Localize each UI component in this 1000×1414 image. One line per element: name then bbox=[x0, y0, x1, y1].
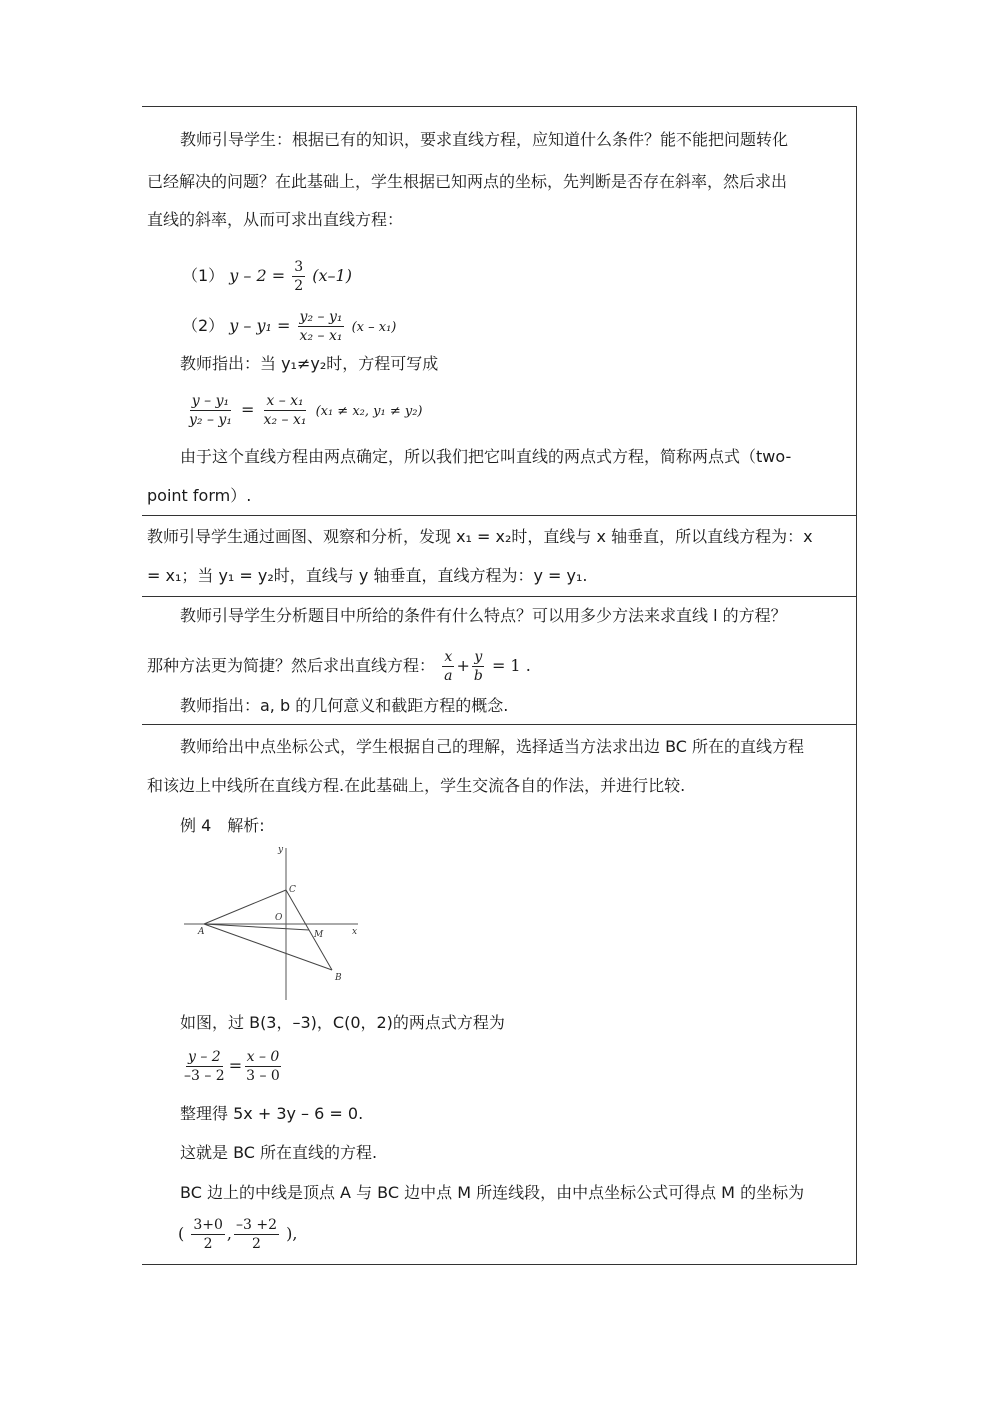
row-divider-3 bbox=[142, 724, 857, 725]
eq2-fraction bbox=[298, 308, 345, 345]
eq2-lhs: y – y₁ = bbox=[229, 316, 291, 335]
mid-close-paren: ), bbox=[286, 1224, 298, 1243]
row3-line2-text: 那种方法更为简捷？然后求出直线方程： bbox=[147, 656, 436, 675]
intercept-x-numerator: x bbox=[444, 649, 453, 665]
bc-right-fraction bbox=[244, 1048, 282, 1085]
eq1-fraction bbox=[292, 258, 305, 295]
row2-line2: = x₁；当 y₁ = y₂时，直线与 y 轴垂直，直线方程为：y = y₁. bbox=[147, 566, 588, 585]
eq3-right-denominator: x₂ – x₁ bbox=[263, 412, 307, 428]
eq1-lhs: y – 2 = bbox=[229, 266, 286, 285]
row4-line1: 教师给出中点坐标公式，学生根据自己的理解，选择适当方法求出边 BC 所在的直线方程 bbox=[180, 737, 805, 756]
bc-two-point-equation: $\frac{y - 2}{-3 - 2}$ = $\frac{x - 0}{3 - 0}$ bbox=[184, 1049, 280, 1084]
median-AM bbox=[204, 924, 309, 930]
row4-line3: 如图，过 B(3，–3)，C(0，2)的两点式方程为 bbox=[180, 1013, 505, 1032]
eq2-label: （2） bbox=[182, 316, 225, 335]
row-divider-2 bbox=[142, 596, 857, 597]
triangle-figure bbox=[180, 842, 370, 1002]
label-x: x bbox=[352, 927, 358, 937]
intercept-y-numerator: y bbox=[474, 649, 483, 665]
eq3-right-fraction bbox=[262, 392, 309, 429]
row3-line3: 教师指出：a, b 的几何意义和截距方程的概念. bbox=[180, 696, 509, 715]
eq3-left-denominator: y₂ – y₁ bbox=[189, 412, 232, 428]
eq3-left-fraction bbox=[187, 392, 234, 429]
equation-3: $\frac{\text{y – y₁}}{\text{y₂ – y₁}}$ = $\frac{\text{x – x₁}}{\text{x₂ – x₁}}$ (x₁ ≠ x₂, y₁ ≠ y₂) bbox=[189, 393, 423, 428]
midpoint-M-coordinates: ( $\frac{3+0}{2}$ , $\frac{-3 +2}{2}$ ), bbox=[178, 1217, 298, 1252]
eq3-right-numerator: x – x₁ bbox=[266, 393, 304, 409]
mid-y-denominator: 2 bbox=[252, 1236, 261, 1252]
row-divider-1 bbox=[142, 515, 857, 516]
row4-line2: 和该边上中线所在直线方程.在此基础上，学生交流各自的作法，并进行比较. bbox=[147, 776, 686, 795]
table-bottom-border bbox=[142, 1264, 857, 1265]
mid-x-denominator: 2 bbox=[203, 1236, 213, 1252]
segment-AC bbox=[204, 890, 286, 924]
mid-y-fraction bbox=[234, 1216, 279, 1253]
intercept-y-fraction bbox=[472, 648, 485, 685]
row4-line6: BC 边上的中线是顶点 A 与 BC 边中点 M 所连线段，由中点坐标公式可得点 M 的坐标为 bbox=[180, 1183, 805, 1202]
label-A: A bbox=[198, 927, 205, 937]
teacher-note-y1-y2: 教师指出：当 y₁≠y₂时，方程可写成 bbox=[180, 354, 439, 373]
eq1-denominator: 2 bbox=[294, 278, 304, 294]
eq1-numerator: 3 bbox=[294, 259, 304, 275]
label-M: M bbox=[314, 930, 324, 940]
bc-left-numerator: y – 2 bbox=[188, 1049, 221, 1065]
row3-line2: 那种方法更为简捷？然后求出直线方程： $\frac{x}{a}$ + $\frac{y}{b}$ = 1 . bbox=[147, 649, 531, 684]
eq2-numerator: y₂ – y₁ bbox=[299, 309, 343, 325]
intercept-x-denominator: a bbox=[444, 668, 453, 684]
row2-line1: 教师引导学生通过画图、观察和分析，发现 x₁ = x₂时，直线与 x 轴垂直，所以直线方程为：x bbox=[147, 527, 813, 546]
label-y: y bbox=[278, 845, 284, 855]
eq2-rhs: (x – x₁) bbox=[351, 320, 397, 335]
table-right-border bbox=[856, 106, 857, 1265]
mid-x-numerator: 3+0 bbox=[193, 1217, 223, 1233]
eq3-left-numerator: y – y₁ bbox=[191, 393, 230, 409]
table-top-border bbox=[142, 106, 857, 107]
bc-right-numerator: x – 0 bbox=[246, 1049, 280, 1065]
mid-open-paren: ( bbox=[178, 1224, 185, 1243]
equation-1 bbox=[182, 258, 352, 295]
row3-line1: 教师引导学生分析题目中所给的条件有什么特点？可以用多少方法来求直线 l 的方程？ bbox=[180, 606, 787, 625]
row1-para2-line1: 由于这个直线方程由两点确定，所以我们把它叫直线的两点式方程，简称两点式（two- bbox=[180, 447, 792, 466]
eq3-condition: (x₁ ≠ x₂, y₁ ≠ y₂) bbox=[315, 404, 423, 419]
row1-para1-line1: 教师引导学生：根据已有的知识，要求直线方程，应知道什么条件？能不能把问题转化 bbox=[180, 130, 789, 149]
bc-right-denominator: 3 – 0 bbox=[246, 1068, 280, 1084]
row1-para2-line2: point form）. bbox=[147, 486, 252, 505]
row1-para1-line3: 直线的斜率，从而可求出直线方程： bbox=[147, 210, 404, 229]
label-B: B bbox=[335, 973, 342, 983]
row4-line5: 这就是 BC 所在直线的方程. bbox=[180, 1143, 378, 1162]
intercept-y-denominator: b bbox=[473, 668, 483, 684]
eq2-denominator: x₂ – x₁ bbox=[299, 328, 343, 344]
example-4-heading: 例 4 解析: bbox=[180, 816, 265, 835]
mid-x-fraction bbox=[191, 1216, 225, 1253]
bc-left-fraction bbox=[182, 1048, 227, 1085]
segment-AB bbox=[204, 924, 332, 970]
row4-line4: 整理得 5x + 3y – 6 = 0. bbox=[180, 1104, 364, 1123]
row1-para1-line2: 已经解决的问题？在此基础上，学生根据已知两点的坐标，先判断是否存在斜率，然后求出 bbox=[147, 172, 788, 191]
eq1-label: （1） bbox=[182, 266, 225, 285]
intercept-x-fraction bbox=[442, 648, 454, 685]
label-O: O bbox=[275, 913, 283, 923]
label-C: C bbox=[289, 885, 296, 895]
intercept-eq-tail: = 1 . bbox=[491, 656, 531, 675]
mid-y-numerator: –3 +2 bbox=[235, 1217, 277, 1233]
equation-2 bbox=[182, 308, 396, 345]
bc-left-denominator: –3 – 2 bbox=[184, 1068, 225, 1084]
eq1-rhs: (x–1) bbox=[312, 266, 352, 285]
